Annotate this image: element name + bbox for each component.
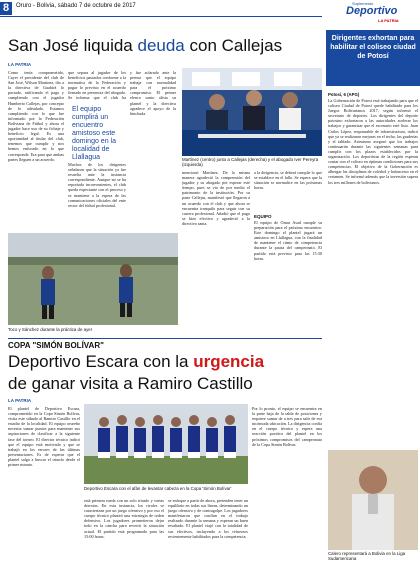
story2-photo-caption: Deportivo Escara con el afán de levantar cabeza en la Copa 'Simón Bolívar' xyxy=(84,486,232,491)
section-heading-equipo: EQUIPO xyxy=(254,214,272,219)
story1-headline-highlight: deuda xyxy=(137,36,185,55)
story1-below-col2: a la dirigencia, se deberá cumplir lo que se establece en el fallo. Se espera que la situación se normalice en las próximas horas. xyxy=(254,170,322,191)
story1-below-col1: mencionó Martínez. De la misma manera agradeció la comprensión del jugador y su abogado por esperar este tiempo, pues se vio de por medio el patrimonio de la institución. Por su parte Callejas, manifestó que llegaron a un acuerdo con el club y que ahora se encuentra tranquilo para seguir con su carrera profesional. Añadió que el pago se hizo efectivo y agradeció a la directiva santa. xyxy=(182,170,250,226)
sidebar-photo-caption: Calero representará a Bolivia en la Liga Sudamericana xyxy=(328,551,406,561)
brand-sub: LA PATRIA xyxy=(378,18,399,23)
story2-rule xyxy=(8,338,322,339)
header-rule xyxy=(0,16,322,17)
story1-body-col2b: Muchos de los dirigentes señalaron que la situación ya fue resuelta ante la instancia correspondiente. Aunque no se ha reportado inconvenientes, el club queda expectante con el proceso y se mantiene a la espera de las comunicaciones oficiales del ente rector del fútbol profesional. xyxy=(68,162,126,208)
story2-body-col1: El plantel de Deportivo Escara, comprometido en la Copa Simón Bolívar, visita este sábado al Ramiro Castillo en el estadio de la localidad. El equipo orureño necesita sumar puntos para mantener sus aspiraciones de clasificar a la siguiente fase del torneo. El director técnico indicó que el equipo está motivado y que se trabajó en los errores de las últimas presentaciones. Es de esperar que el plantel salga a buscar el triunfo desde el primer minuto. xyxy=(8,406,80,468)
story1-headline-post: con Callejas xyxy=(184,36,283,55)
sidebar-dateline: Potosí, 6 (APG) xyxy=(328,92,360,97)
story2-kicker: COPA "SIMÓN BOLÍVAR" xyxy=(8,341,104,350)
photo-team xyxy=(84,404,248,484)
page-number: 8 xyxy=(0,2,12,15)
brand-small: Suplemento xyxy=(352,1,374,6)
edition-dateline: Oruro - Bolivia, sábado 7 de octubre de 2017 xyxy=(16,3,136,9)
photo-calero xyxy=(328,450,418,550)
story2-body-col2: está primera rueda con un solo triunfo y varias derrotas. En esta instancia, los rivales se caracterizan por un juego ofensivo y por eso el cuerpo técnico planteó una estrategia de orden defensivo. Los jugadores prometieron dejar todo en la cancha para revertir la situación actual. El partido está programado para las 15:00 horas. xyxy=(84,498,164,539)
photo2-caption: Toco y Sánchez durante la práctica de ayer xyxy=(8,327,93,332)
story2-body-col4: Por lo pronto, el equipo se encuentra en la parte baja de la tabla de posiciones y requiere sumar de a tres para salir de esa incómoda ubicación. La dirigencia confía en el cuerpo técnico y espera una reacción positiva del plantel en los próximos compromisos del campeonato de la Copa Simón Bolívar. xyxy=(252,406,322,447)
sidebar xyxy=(326,30,420,561)
photo1-caption: Martínez (centro) junto a Callejas (derecha) y el abogado Iver Pereyra (izquierda) xyxy=(182,157,319,167)
story2-headline-pre: Deportivo Escara con la xyxy=(8,352,194,371)
brand-name: Deportivo xyxy=(346,5,398,17)
sidebar-headline: Dirigentes exhortan para habilitar el coliseo ciudad de Potosí xyxy=(330,35,416,60)
photo-training xyxy=(8,233,178,325)
story2-body-col3: se enfoque a partir de ahora, pretenden tener un equilibrio en todas sus líneas, determinando un juego ofensivo y de contragolpe. Los jugadores manifestaron que confían en el trabajo realizado durante la semana y esperan un buen resultado. El plantel viajó con la totalidad de sus efectivos, incluyendo a los refuerzos recientemente habilitados para la competencia. xyxy=(168,498,248,539)
story2-source: LA PATRIA xyxy=(8,398,32,403)
equipo-text: El equipo de Omar Asad cumple su preparación para el próximo encuentro. Este domingo el plantel jugará un amistoso en Llallagua, con la finalidad de mantener el ritmo de competencia durante la pausa del campeonato. El partido está previsto para las 15:30 horas. xyxy=(254,220,322,261)
story1-source: LA PATRIA xyxy=(8,62,32,67)
story2-headline-line1 xyxy=(8,352,324,372)
story1-headline xyxy=(8,36,328,56)
story2-headline-line2: de ganar visita a Ramiro Castillo xyxy=(8,374,253,393)
story2-headline-highlight: urgencia xyxy=(193,352,265,371)
sidebar-body: La Gobernación de Potosí está trabajando para que el coliseo Ciudad de Potosí quede habilitado para los Juegos Bolivarianos 2017, según informó el secretario de deportes. Los dirigentes del deporte potosino exhortaron a las autoridades acelerar los trabajos y garantizar que el escenario esté listo. Juan Carlos López, responsable de infraestructura, indicó que ya se realizaron mejoras en el techo, las graderías y el tablado. Asimismo aseguró que los trabajos continuarán durante las siguientes semanas para cumplir con los plazos establecidos por la organización. Los deportistas de la región esperan contar con el coliseo en óptimas condiciones para sus competencias. El objetivo de la Gobernación es albergar las disciplinas de voleibol y baloncesto en el certamen. Se informó además que la inversión supera los tres millones de bolivianos. xyxy=(328,98,418,185)
story1-body-col2: que separa al jugador de los beneficios pautados conforme a la normativa de la Federación y pagar lo previsto en el acuerdo firmado en presencia del abogado. Se informa que el club ha xyxy=(68,70,126,101)
story1-headline-pre: San José liquida xyxy=(8,36,138,55)
story1-body-col1: Como tenía comprometido, Cayet el presidente del club de San José, Wilson Martinez, dio a la directiva de Guabirá lo pactado, ratificando el pago y cumpliendo con el jugador Humberto Callejas, por concepto de lo adeudado. Estamos cumpliendo con lo que fue informado por la Federación Boliviana de Fútbol y ahora el jugador hace uso de su fichaje y beneficio legal. Es una oportunidad al titular del club, tenemos que cumplir y nos hemos enfocado en lo que corresponde. Era para que ambas partes lleguen a un acuerdo. xyxy=(8,70,64,162)
photo-press-conference xyxy=(182,68,322,156)
page-header xyxy=(0,0,420,27)
pull-quote: El equipo cumplirá un encuentro amistoso este domingo en la localidad de Llallagua xyxy=(72,106,116,161)
story1-body-col3: y fue aclarado ante la prensa que el equipo trabaja con normalidad para el próximo compromiso. El primer elenco santo alista su plantel y la directiva agradece el apoyo de la hinchada. xyxy=(130,70,176,116)
brand-logo xyxy=(330,0,418,27)
